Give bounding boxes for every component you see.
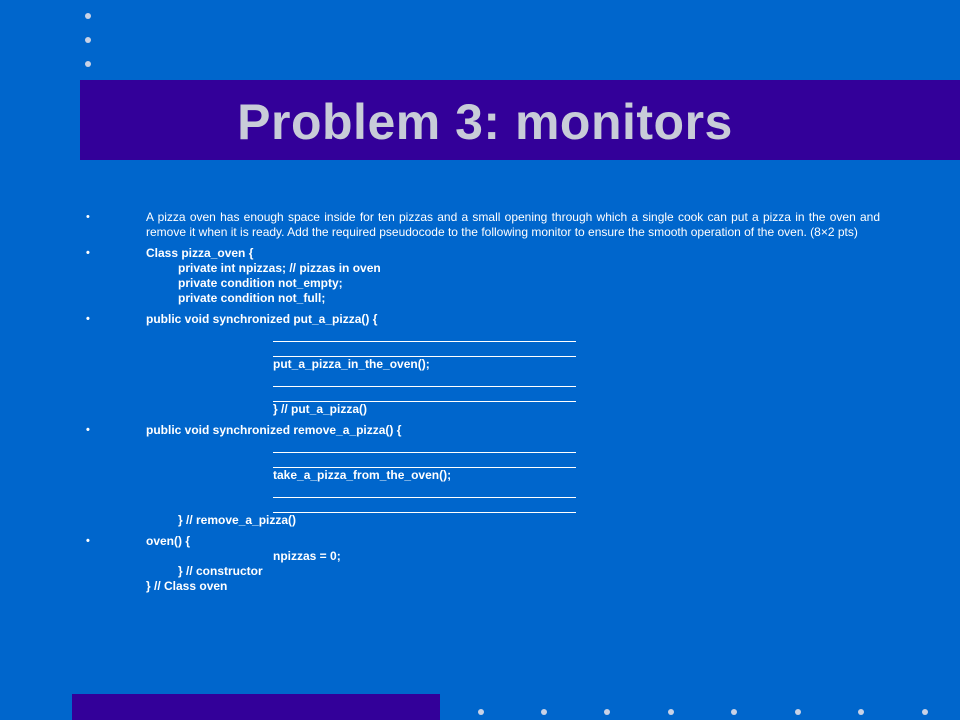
class-bullet (80, 246, 880, 306)
put-bullet (80, 312, 880, 417)
bullet-mark: • (86, 247, 90, 259)
code-line: private int npizzas; // pizzas in oven (178, 261, 381, 275)
code-line: } // Class oven (146, 579, 228, 593)
slide-content (80, 210, 880, 594)
code-line: take_a_pizza_from_the_oven(); (273, 468, 452, 482)
decorative-dot (731, 709, 737, 715)
answer-blank[interactable] (273, 483, 576, 498)
code-line: Class pizza_oven { (146, 246, 254, 260)
code-line: private condition not_empty; (178, 276, 343, 290)
bottom-band (72, 694, 440, 720)
answer-blank[interactable] (273, 342, 576, 357)
answer-blank[interactable] (273, 372, 576, 387)
answer-blank[interactable] (273, 453, 576, 468)
title-band (80, 80, 960, 160)
decorative-dot (478, 709, 484, 715)
code-line: put_a_pizza_in_the_oven(); (273, 357, 430, 371)
answer-blank[interactable] (273, 387, 576, 402)
bullet-mark: • (86, 535, 90, 547)
decorative-dot (85, 37, 91, 43)
code-line: } // constructor (178, 564, 263, 578)
code-line: npizzas = 0; (273, 549, 341, 563)
decorative-dot (668, 709, 674, 715)
code-line: public void synchronized put_a_pizza() { (146, 312, 378, 326)
bullet-mark: • (86, 211, 90, 223)
decorative-dot (85, 61, 91, 67)
answer-blank[interactable] (273, 438, 576, 453)
answer-blank[interactable] (273, 498, 576, 513)
bullet-mark: • (86, 424, 90, 436)
code-line: } // remove_a_pizza() (178, 513, 297, 527)
code-line: oven() { (146, 534, 191, 548)
intro-bullet (80, 210, 880, 240)
code-line: } // put_a_pizza() (273, 402, 368, 416)
decorative-dot (795, 709, 801, 715)
bullet-mark: • (86, 313, 90, 325)
slide-title: Problem 3: monitors (237, 94, 733, 150)
code-line: public void synchronized remove_a_pizza() { (146, 423, 402, 437)
remove-bullet (80, 423, 880, 528)
intro-text: A pizza oven has enough space inside for ten pizzas and a small opening through which a single cook can put a pizza in the oven and remove it when it is ready. Add the required pseudocode to the following monitor to ensure the smooth operation of the oven. (8×2 pts) (146, 210, 880, 239)
decorative-dot (604, 709, 610, 715)
answer-blank[interactable] (273, 327, 576, 342)
code-line: private condition not_full; (178, 291, 326, 305)
decorative-dot (85, 13, 91, 19)
decorative-dot (858, 709, 864, 715)
decorative-dot (541, 709, 547, 715)
ctor-bullet (80, 534, 880, 594)
decorative-dot (922, 709, 928, 715)
